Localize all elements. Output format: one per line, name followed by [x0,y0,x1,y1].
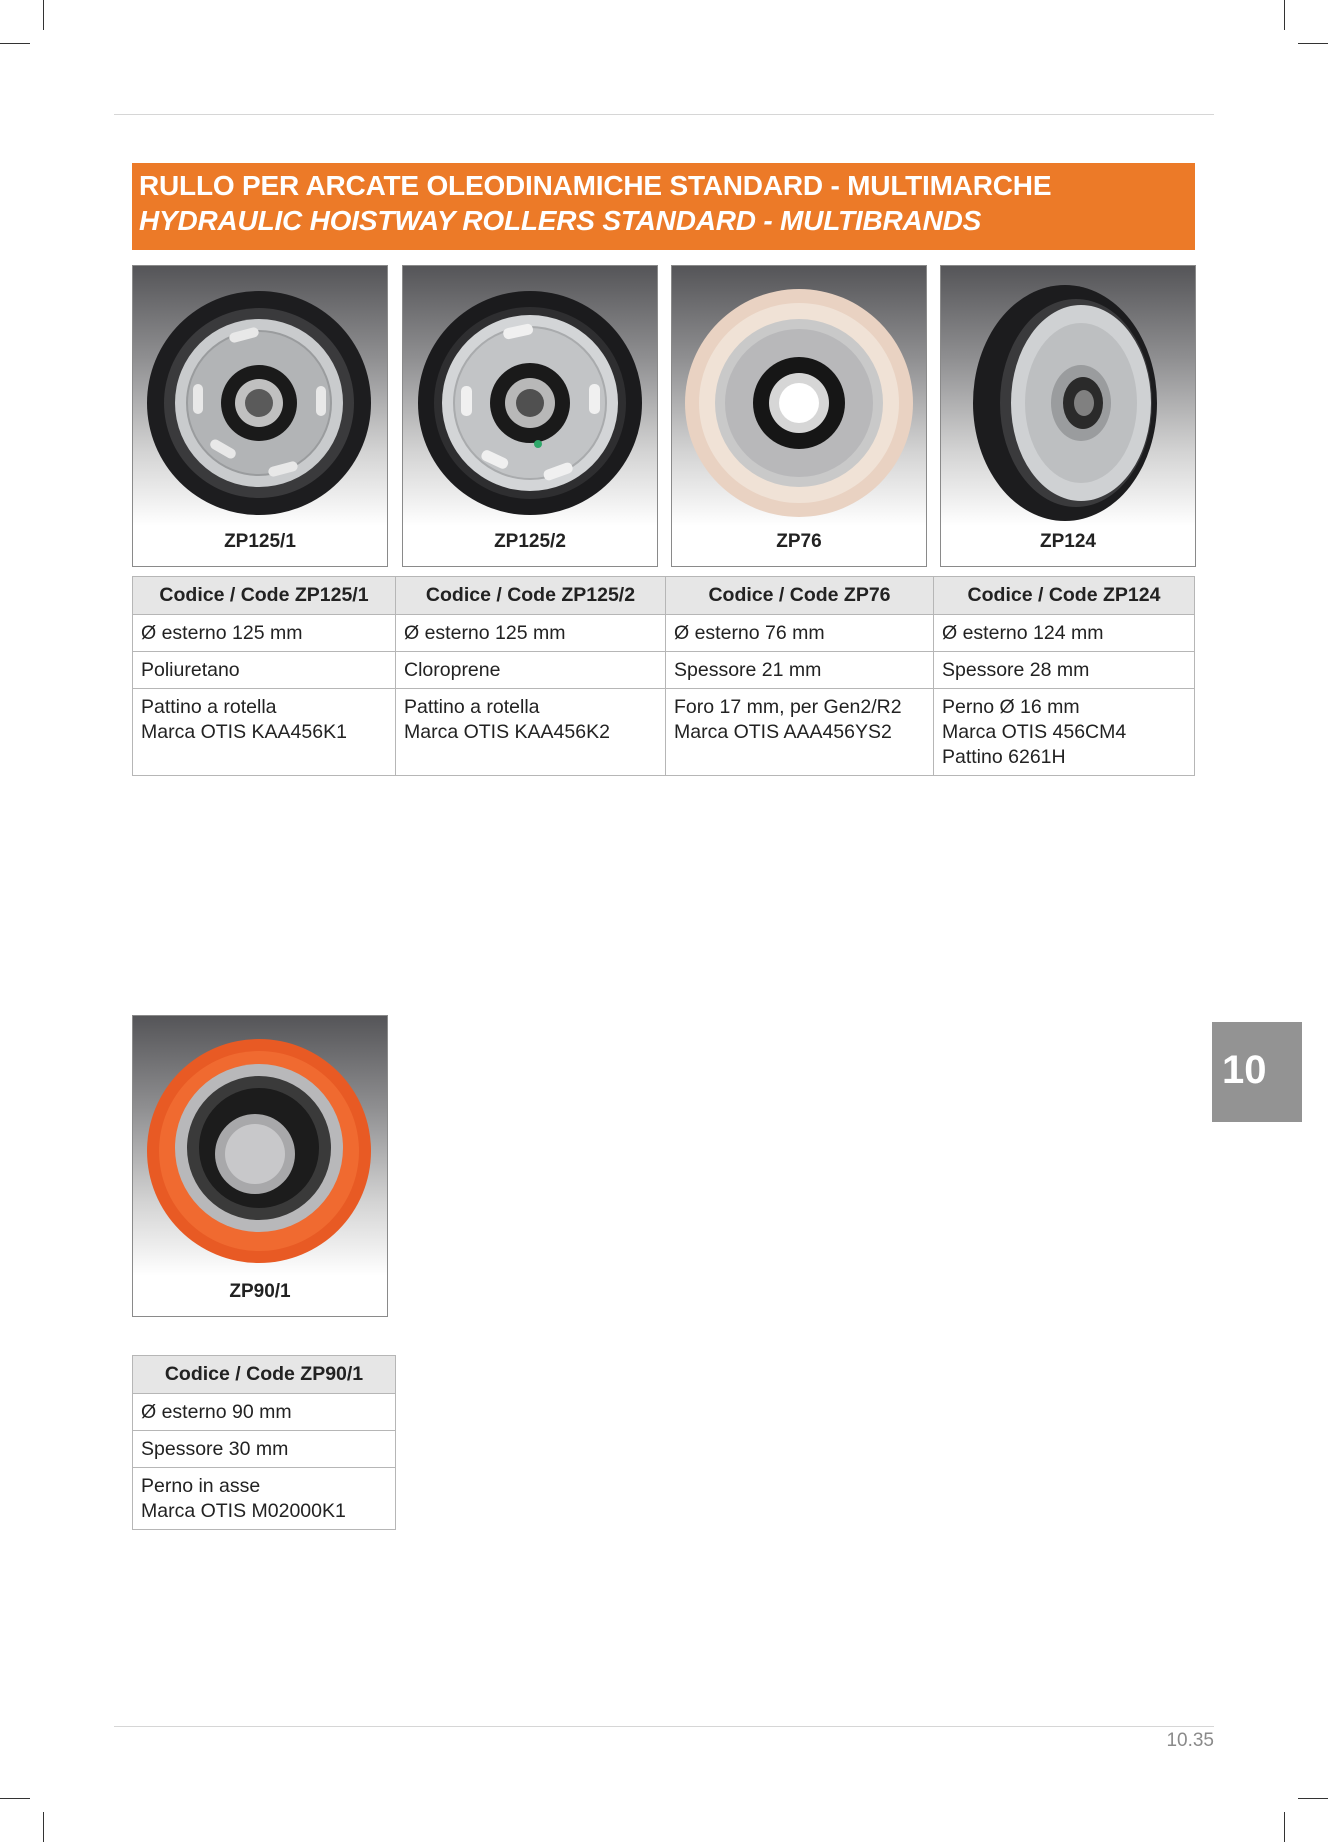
table-cell: Ø esterno 90 mm [133,1394,396,1431]
chloroprene-roller-image [403,266,657,526]
crop-mark [0,43,30,44]
roller-zp125-2-icon [403,266,657,526]
orange-roller-image [133,1016,387,1276]
product-photo-zp125-2 [402,265,658,567]
column-header: Codice / Code ZP125/1 [133,577,396,615]
table-cell: Ø esterno 76 mm [666,615,934,652]
top-rule [114,114,1214,115]
column-header: Codice / Code ZP125/2 [396,577,666,615]
note-line: Pattino a rotella [404,696,540,718]
table-row [133,615,1195,652]
page-number: 10.35 [1166,1730,1214,1751]
column-header: Codice / Code ZP124 [934,577,1195,615]
table-cell [396,689,666,776]
note-line: Marca OTIS 456CM4 [942,721,1127,743]
crop-mark [43,0,44,30]
table-row [133,1431,396,1468]
table-cell [133,689,396,776]
product-photo-zp90-1 [132,1015,388,1317]
black-tyre-roller-image [941,266,1195,526]
table-cell: Cloroprene [396,652,666,689]
title-italian: RULLO PER ARCATE OLEODINAMICHE STANDARD - MULTIMARCHE [139,170,1052,201]
crop-mark [1284,1812,1285,1842]
note-line: Pattino a rotella [141,696,277,718]
roller-zp76-icon [672,266,926,526]
table-row [133,652,1195,689]
table-cell: Ø esterno 124 mm [934,615,1195,652]
roller-zp124-icon [941,266,1195,526]
product-photo-zp125-1 [132,265,388,567]
note-line: Perno in asse [141,1475,261,1497]
table-cell: Ø esterno 125 mm [133,615,396,652]
table-cell [934,689,1195,776]
column-header: Codice / Code ZP76 [666,577,934,615]
table-cell: Spessore 28 mm [934,652,1195,689]
table-row [133,1394,396,1431]
spec-table-zp90 [132,1355,396,1530]
column-header: Codice / Code ZP90/1 [133,1356,396,1394]
note-line: Foro 17 mm, per Gen2/R2 [674,696,902,718]
note-line: Marca OTIS M02000K1 [141,1500,346,1522]
bottom-rule [114,1726,1214,1727]
table-cell: Spessore 21 mm [666,652,934,689]
polyurethane-roller-image [133,266,387,526]
table-row [133,689,1195,776]
crop-mark [1284,0,1285,30]
crop-mark [1298,1798,1328,1799]
table-header-row [133,577,1195,615]
product-photo-zp76 [671,265,927,567]
section-tab: 10 [1212,1022,1302,1122]
table-cell: Spessore 30 mm [133,1431,396,1468]
crop-mark [43,1812,44,1842]
table-cell [666,689,934,776]
table-row [133,1468,396,1530]
section-banner [132,163,1195,250]
product-caption: ZP125/1 [224,531,296,552]
product-caption: ZP90/1 [229,1281,291,1302]
crop-mark [1298,43,1328,44]
title-english: HYDRAULIC HOISTWAY ROLLERS STANDARD - MULTIBRANDS [139,205,982,236]
roller-zp90-1-icon [133,1016,387,1276]
note-line: Marca OTIS KAA456K1 [141,721,347,743]
table-header-row [133,1356,396,1394]
table-cell: Poliuretano [133,652,396,689]
crop-mark [0,1798,30,1799]
product-caption: ZP76 [776,531,822,552]
roller-zp125-1-icon [133,266,387,526]
product-caption: ZP125/2 [494,531,566,552]
product-photo-zp124 [940,265,1196,567]
note-line: Marca OTIS KAA456K2 [404,721,610,743]
note-line: Perno Ø 16 mm [942,696,1080,718]
product-caption: ZP124 [1040,531,1096,552]
spec-table-main [132,576,1195,776]
table-cell: Ø esterno 125 mm [396,615,666,652]
note-line: Marca OTIS AAA456YS2 [674,721,892,743]
beige-roller-image [672,266,926,526]
note-line: Pattino 6261H [942,746,1066,768]
table-cell [133,1468,396,1530]
